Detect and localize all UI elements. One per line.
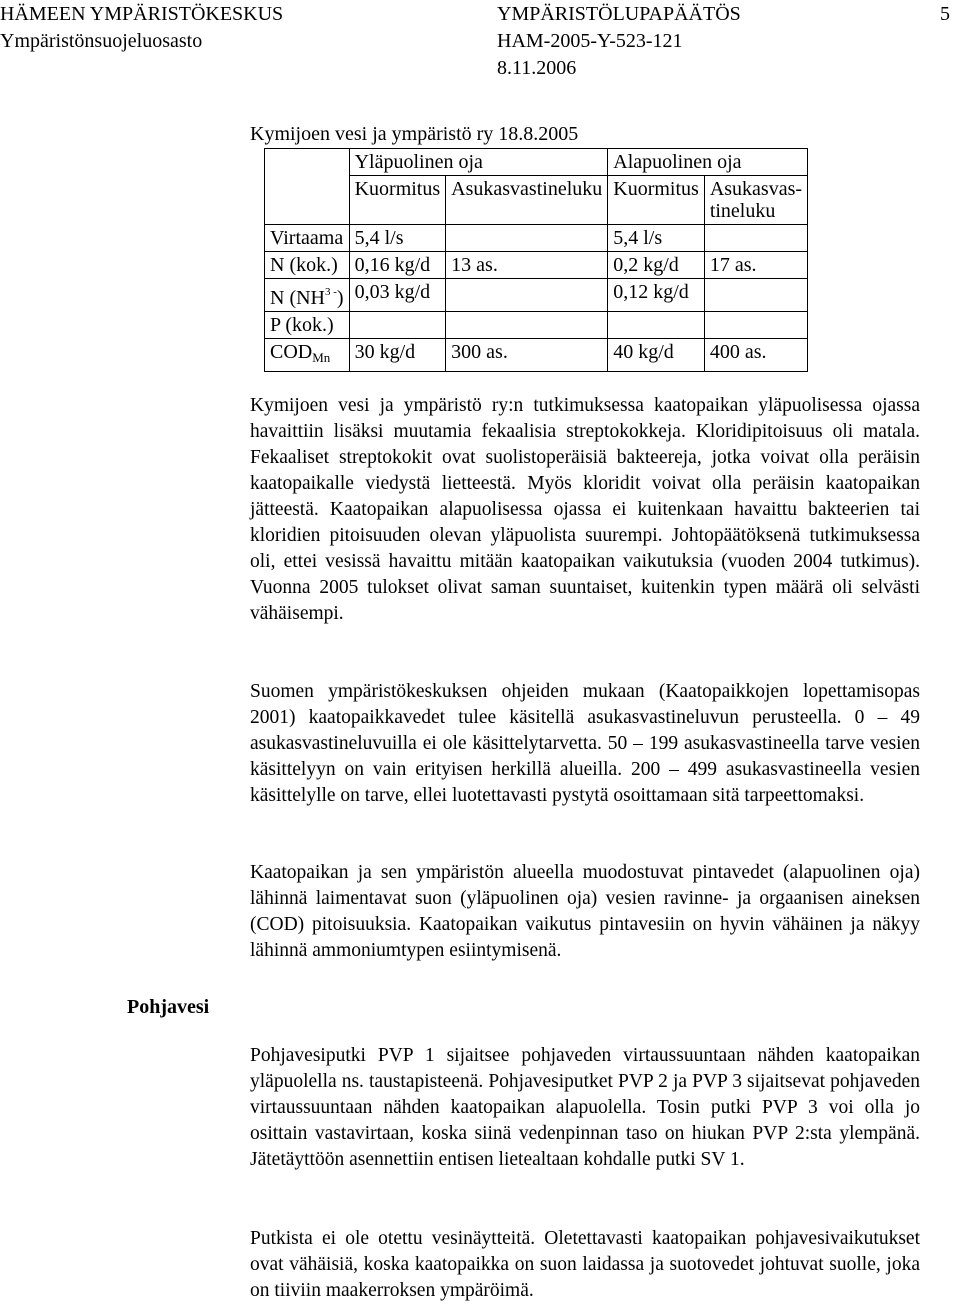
page-number: 5 [940, 3, 950, 25]
cell-upper-load: 0,16 kg/d [349, 252, 446, 279]
header-document-type: YMPÄRISTÖLUPAPÄÄTÖS [497, 3, 741, 25]
cell-lower-pe [704, 225, 807, 252]
table-title: Kymijoen vesi ja ympäristö ry 18.8.2005 [250, 123, 579, 145]
row-label [265, 279, 350, 312]
paragraph-no-samples: Putkista ei ole otettu vesinäytteitä. Oletettavasti kaatopaikan pohjavesivaikutukset ovat vähäisiä, koska kaatopaikka on suon laidassa ja suotovedet johtuvat suolle, joka on tiiviin maakerroksen ympäröimä. [250, 1228, 920, 1301]
cell-upper-pe: 13 as. [446, 252, 608, 279]
cell-lower-load: 5,4 l/s [608, 225, 705, 252]
cell-lower-pe: 17 as. [704, 252, 807, 279]
cell-upper-load: 5,4 l/s [349, 225, 446, 252]
table-row [265, 225, 808, 252]
cell-upper-pe [446, 225, 608, 252]
header-department: Ympäristönsuojeluosasto [0, 30, 203, 52]
paragraph-groundwater-wells: Pohjavesiputki PVP 1 sijaitsee pohjaveden virtaussuuntaan nähden kaatopaikan yläpuolella ns. taustapisteenä. Pohjavesiputket PVP 2 ja PVP 3 sijaitsevat pohjaveden virtaussuuntaan nähden kaatopaikan alapuolella. Tosin putki PVP 3 voi olla jo osittain vastavirtaan, koska siinä vedenpinnan taso on hiukan PVP 2:sta ylempänä. Jätetäyttöön asennettiin entisen lietealtaan kohdalle putki SV 1. [250, 1045, 920, 1170]
group-header-lower-ditch: Alapuolinen oja [608, 149, 808, 176]
table-row [265, 279, 808, 312]
cell-lower-load: 40 kg/d [608, 339, 705, 372]
row-label-superscript: 3 - [325, 286, 337, 298]
paragraph-syke-guidance: Suomen ympäristökeskuksen ohjeiden mukaan (Kaatopaikkojen lopettamisopas 2001) kaatopaikkavedet tulee käsitellä asukasvastineluvun perusteella. 0 – 49 asukasvastineluvuilla ei ole käsittelytarvetta. 50 – 199 asukasvastineella tarve vesien käsittelyyn on vain erityisen herkillä alueilla. 200 – 499 asukasvastineella vesien käsittelylle on tarve, ellei luotettavasti pystytä osoittamaan sitä tarpeettomaksi. [250, 681, 920, 806]
table-row [265, 312, 808, 339]
column-header-population-equivalent: Asukasvastineluku [446, 176, 608, 225]
header-organization: HÄMEEN YMPÄRISTÖKESKUS [0, 3, 284, 25]
row-label: N (kok.) [265, 252, 350, 279]
row-label: Virtaama [265, 225, 350, 252]
header-date: 8.11.2006 [497, 57, 577, 79]
cell-lower-pe: 400 as. [704, 339, 807, 372]
group-header-upper-ditch: Yläpuolinen oja [349, 149, 608, 176]
row-label-main: COD [270, 341, 313, 363]
cell-lower-load: 0,12 kg/d [608, 279, 705, 312]
table-corner-cell [265, 149, 350, 176]
cell-lower-load: 0,2 kg/d [608, 252, 705, 279]
table-row [265, 339, 808, 372]
cell-upper-pe [446, 312, 608, 339]
cell-upper-load: 30 kg/d [349, 339, 446, 372]
column-header-load: Kuormitus [349, 176, 446, 225]
cell-upper-pe [446, 279, 608, 312]
cell-lower-load [608, 312, 705, 339]
row-label-subscript: Mn [312, 350, 331, 365]
header-document-id: HAM-2005-Y-523-121 [497, 30, 683, 52]
column-header-load: Kuormitus [608, 176, 705, 225]
column-header-population-equivalent: Asukasvas- tineluku [704, 176, 807, 225]
cell-upper-load [349, 312, 446, 339]
row-label-main: N (NH [270, 287, 325, 309]
cell-upper-pe: 300 as. [446, 339, 608, 372]
table-corner-cell [265, 176, 350, 225]
row-label-end: ) [336, 287, 344, 309]
section-heading-groundwater: Pohjavesi [127, 996, 210, 1018]
table-row [265, 252, 808, 279]
paragraph-study-results: Kymijoen vesi ja ympäristö ry:n tutkimuksessa kaatopaikan yläpuolisessa ojassa havaittiin lisäksi muutamia fekaalisia streptokokkeja. Kloridipitoisuus oli matala. Fekaaliset streptokokit ovat suolistoperäisiä bakteereja, jotka voivat olla peräisin kaatopaikalle viedystä lietteestä. Myös kloridit voivat olla peräisin kaatopaikan jätteestä. Kaatopaikan alapuolisessa ojassa ei kuitenkaan havaittu bakteerien tai kloridien pitoisuuden olevan yläpuolista suurempi. Johtopäätöksenä tutkimuksessa oli, ettei vesissä havaittu mitään kaatopaikan vaikutuksia (vuoden 2004 tutkimus). Vuonna 2005 tulokset olivat saman suuntaiset, kuitenkin typen määrä oli selvästi vähäisempi. [250, 395, 920, 624]
cell-lower-pe [704, 312, 807, 339]
row-label: P (kok.) [265, 312, 350, 339]
cell-upper-load: 0,03 kg/d [349, 279, 446, 312]
row-label [265, 339, 350, 372]
table-header-row-groups [265, 149, 808, 176]
cell-lower-pe [704, 279, 807, 312]
load-table [264, 148, 808, 372]
table-header-row-columns [265, 176, 808, 225]
paragraph-surface-water: Kaatopaikan ja sen ympäristön alueella muodostuvat pintavedet (alapuolinen oja) lähinnä laimentavat suon (yläpuolinen oja) vesien ravinne- ja orgaanisen aineksen (COD) pitoisuuksia. Kaatopaikan vaikutus pintavesiin on hyvin vähäinen ja näkyy lähinnä ammoniumtypen esiintymisenä. [250, 862, 920, 961]
